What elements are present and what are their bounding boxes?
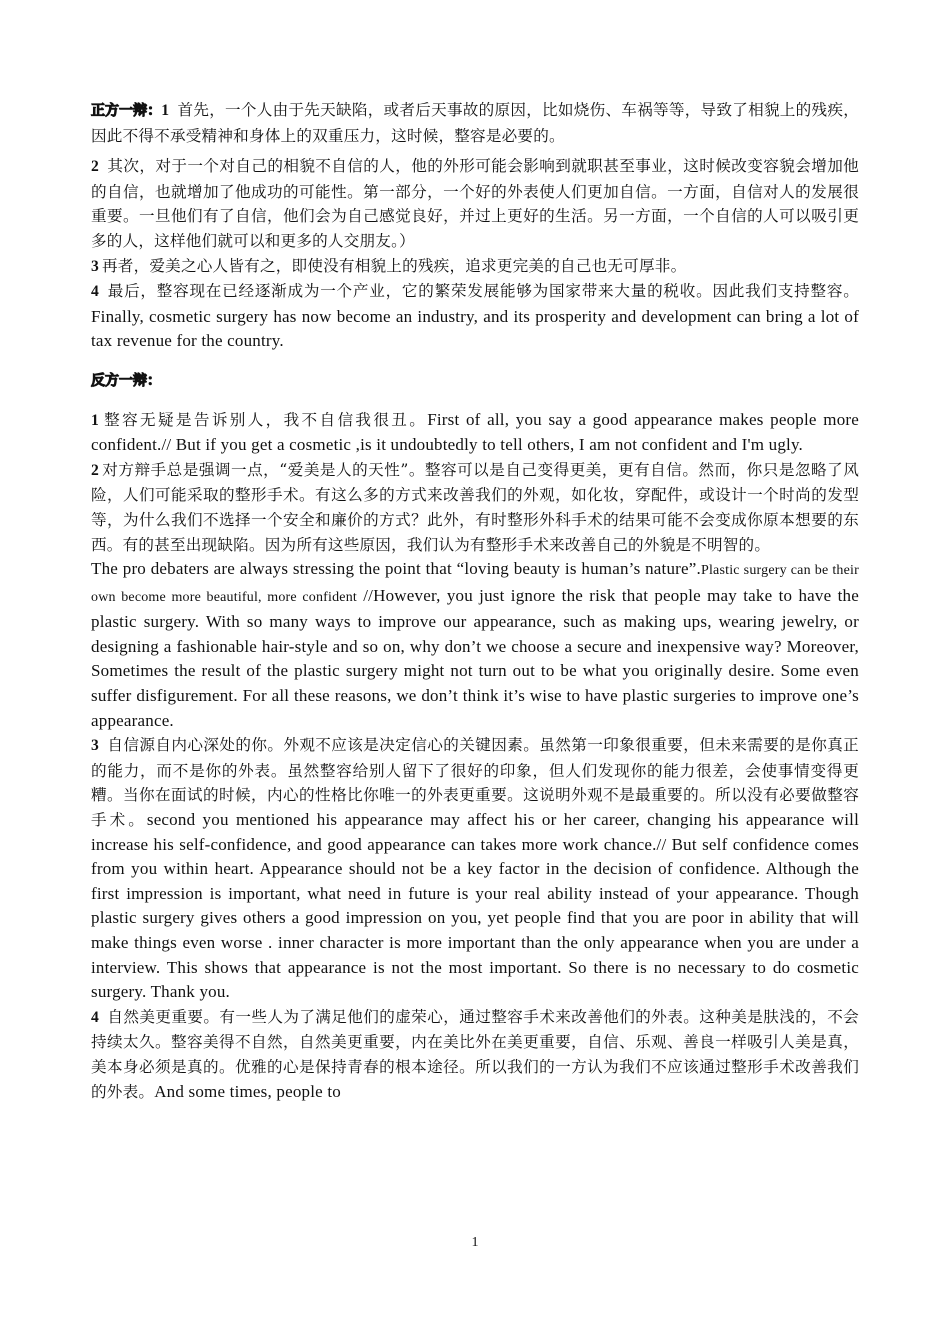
paragraph-number: 3 bbox=[91, 737, 99, 755]
con-p2-text-en-a: The pro debaters are always stressing the point that “loving beauty is human’s nature”. bbox=[91, 559, 701, 579]
page-number: 1 bbox=[471, 1235, 479, 1250]
paragraph-number: 4 bbox=[91, 283, 99, 301]
pro-p4-text-en: Finally, cosmetic surgery has now become an industry, and its prosperity and development can bring a lot of tax revenue for the country. bbox=[91, 306, 859, 351]
pro-paragraph-4 bbox=[91, 279, 859, 354]
con-paragraph-3 bbox=[91, 733, 859, 1005]
con-p1-text-en: First of all, you say a good appearance makes people more confident.// But if you get a cosmetic ,is it undoubtedly to tell others, I am not confident and I'm ugly. bbox=[91, 409, 860, 455]
pro-p4-text-cn: 最后，整容现在已经逐渐成为一个产业，它的繁荣发展能够为国家带来大量的税收。因此我们支持整容。 bbox=[107, 282, 859, 301]
paragraph-number: 1 bbox=[91, 411, 99, 429]
con-p2-text-en-small: Plastic surgery can be their own become more beautiful, more confident bbox=[91, 563, 859, 605]
paragraph-number: 1 bbox=[161, 102, 170, 119]
con-p2-text-cn: 对方辩手总是强调一点，“爱美是人的天性”。整容可以是自己变得更美，更有自信。然而，你只是忽略了风险，人们可能采取的整形手术。有这么多的方式来改善我们的外观，如化妆，穿配件，或设计一个时尚的发型等，为什么我们不选择一个安全和廉价的方式？此外，有时整形外科手术的结果可能不会变成你原本想要的东西。有的甚至出现缺陷。因为所有这些原因，我们认为有整形手术来改善自己的外貌是不明智的。 bbox=[91, 460, 859, 554]
pro-p1-text: 首先，一个人由于先天缺陷，或者后天事故的原因，比如烧伤、车祸等等，导致了相貌上的残疾，因此不得不承受精神和身体上的双重压力，这时候，整容是必要的。 bbox=[91, 101, 859, 145]
con-heading: 反方一辩： bbox=[91, 372, 161, 389]
paragraph-number: 3 bbox=[91, 257, 99, 275]
con-paragraph-4 bbox=[91, 1005, 859, 1104]
paragraph-number: 2 bbox=[91, 461, 99, 479]
con-p3-text-cn: 自信源自内心深处的你。外观不应该是决定信心的关键因素。虽然第一印象很重要，但未来需要的是你真正的能力，而不是你的外表。虽然整容给别人留下了很好的印象，但人们发现你的能力很差，会使事情变得更糟。当你在面试的时候，内心的性格比你唯一的外表更重要。这说明外观不是最重要的。所以没有必要做整容手术。 bbox=[91, 736, 859, 830]
con-p4-text-en: And some times, people to bbox=[154, 1081, 341, 1101]
con-p4-text-cn: 自然美更重要。有一些人为了满足他们的虚荣心，通过整容手术来改善他们的外表。这种美是肤浅的，不会持续太久。整容美得不自然，自然美更重要，内在美比外在美更重要，自信、乐观、善良一样吸引人美是真，美本身必须是真的。优雅的心是保持青春的根本途径。所以我们的一方认为我们不应该通过整形手术改善我们的外表。 bbox=[91, 1007, 859, 1101]
pro-paragraph-2 bbox=[91, 154, 859, 253]
pro-p3-text: 再者，爱美之心人皆有之，即使没有相貌上的残疾，追求更完美的自己也无可厚非。 bbox=[102, 256, 687, 275]
pro-heading: 正方一辩： bbox=[91, 103, 162, 119]
con-p3-text-en: second you mentioned his appearance may affect his or her career, changing his appearance will increase his self-confidence, and good appearance can takes more work chance.// But self confidence comes from you within heart. Appearance should not be a key factor in the decision of confidence. Although the first impression is important, what need in future is your real ability instead of your appearance. Though plastic surgery gives others a good impression on you, yet people find that you are poor in ability that will make things even worse . inner character is more important than the only appearance when you are under a interview. This shows that appearance is not the most important. So there is no necessary to do cosmetic surgery. Thank you. bbox=[91, 810, 859, 1002]
con-paragraph-1 bbox=[91, 408, 859, 458]
con-p2-text-en-b: //However, you just ignore the risk that people may take to have the plastic surgery. With so many ways to improve our appearance, such as making ups, wearing jewelry, or designing a fashionable hair-style and so on, why don’t we choose a secure and inexpensive way? Moreover, Sometimes the result of the plastic surgery might not turn out to be what you originally desire. Some even suffer disfigurement. For all these reasons, we don’t think it’s wise to have plastic surgeries to improve one’s appearance. bbox=[91, 585, 859, 730]
con-p1-text-cn: 整容无疑是告诉别人，我不自信我很丑。 bbox=[102, 410, 428, 429]
document-body bbox=[91, 98, 859, 1104]
con-paragraph-2 bbox=[91, 458, 859, 734]
con-heading-line bbox=[91, 368, 859, 394]
pro-p2-text: 其次，对于一个对自己的相貌不自信的人，他的外形可能会影响到就职甚至事业，这时候改变容貌会增加他的自信，也就增加了他成功的可能性。第一部分，一个好的外表使人们更加自信。一方面，自信对人的发展很重要。一旦他们有了自信，他们会为自己感觉良好，并过上更好的生活。另一方面，一个自信的人可以吸引更多的人，这样他们就可以和更多的人交朋友。） bbox=[91, 157, 859, 250]
pro-paragraph-1 bbox=[91, 98, 859, 148]
paragraph-number: 2 bbox=[91, 158, 99, 176]
pro-paragraph-3 bbox=[91, 254, 859, 280]
paragraph-number: 4 bbox=[91, 1008, 99, 1026]
